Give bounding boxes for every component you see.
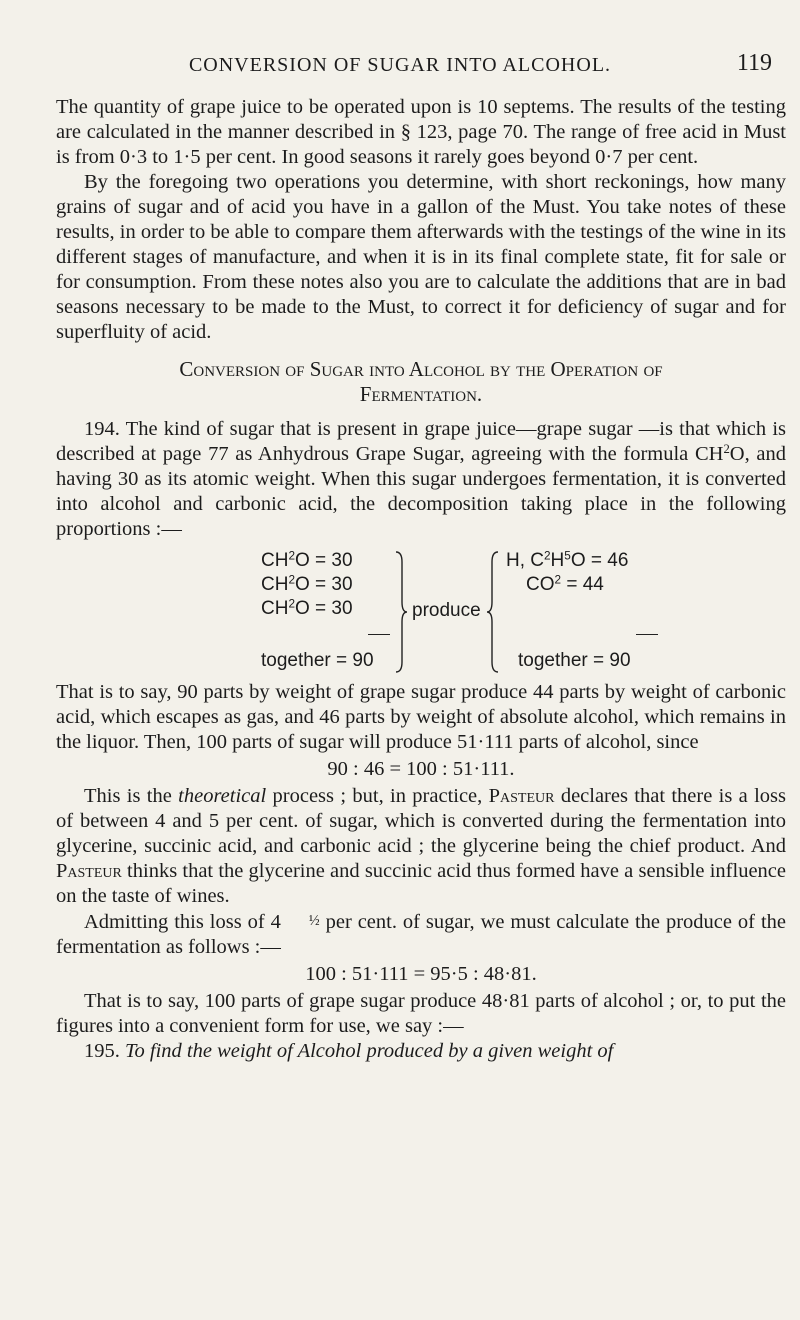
- paragraph-194: 194. The kind of sugar that is present in grape juice—grape sugar —is that which is described at page 77 as Anhydrous Grape Sugar, agreeing with the formula $CH^2O$, and having 30 as its atomic weight. When this sugar undergoes fermentation, it is converted into alcohol and carbonic acid, the decomposition taking place in the following proportions :—: [56, 418, 787, 540]
- section-heading: [96, 357, 746, 407]
- formula-produce-label: produce: [412, 600, 481, 621]
- formula-left-row-1: $CH^2O = 30$: [261, 549, 353, 571]
- left-brace-icon: [486, 550, 500, 674]
- formula-left-sum-rule: [368, 634, 390, 635]
- paragraph-alcohol-produce: That is to say, 100 parts of grape sugar produce 48·81 parts of alcohol ; or, to put the figures into a convenient form for use, we say :—: [56, 989, 786, 1037]
- formula-left-row-3: $CH^2O = 30$: [261, 597, 353, 619]
- body-text: [56, 95, 786, 1064]
- running-title: CONVERSION OF SUGAR INTO ALCOHOL.: [188, 54, 612, 76]
- paragraph-that-is-to-say: That is to say, 90 parts by weight of grape sugar produce 44 parts by weight of carbonic acid, which escapes as gas, and 46 parts by weight of absolute alcohol, which remains in the liquor. Then, 100 parts of sugar will produce 51·111 parts of alcohol, since: [56, 681, 786, 753]
- formula-left-row-2: $CH^2O = 30$: [261, 573, 353, 595]
- equation-proportion-1: 90 : 46 = 100 : 51·111.: [327, 758, 515, 780]
- formula-left-total: together = 90: [261, 650, 374, 671]
- equation-proportion-2: 100 : 51·111 = 95·5 : 48·81.: [305, 962, 537, 985]
- formula-right-total: together = 90: [518, 650, 631, 671]
- section-heading-line1: Conversion of Sugar into Alcohol by the Operation of: [179, 357, 663, 381]
- right-brace-icon: [394, 550, 408, 674]
- formula-right-row-2: $CO^2 = 44$: [526, 573, 604, 595]
- fermentation-formula: [56, 548, 786, 676]
- paragraph-195: 195. To find the weight of Alcohol produced by a given weight of: [84, 1039, 614, 1062]
- formula-right-sum-rule: [636, 634, 658, 635]
- paragraph-foregoing-operations: By the foregoing two operations you determine, with short reckonings, how many grains of sugar and of acid you have in a gallon of the Must. You take notes of these results, in order to be able to compare them afterwards with the testings of the wine in its different stages of manufacture, and when it is in its final complete state, fit for sale or for consumption. From these notes also you are to calculate the additions that are in bad seasons necessary to be made to the Must, to correct it for deficiency of sugar and for superfluity of acid.: [56, 171, 786, 343]
- paragraph-admitting-loss: Admitting this loss of 4 ½ per cent. of sugar, we must calculate the produce of the fermentation as follows :—: [56, 910, 786, 958]
- section-heading-line2: Fermentation.: [359, 382, 483, 406]
- page-number: 119: [736, 50, 772, 76]
- running-head: [0, 50, 800, 84]
- formula-right-row-1: H, $C^2H^5O = 46$: [506, 549, 629, 571]
- paragraph-theoretical: This is the theoretical process ; but, in practice, Pasteur declares that there is a loss of between 4 and 5 per cent. of sugar, which is converted during the fermentation into glycerine, succinic acid, and carbonic acid ; the glycerine being the chief product. And Pasteur thinks that the glycerine and succinic acid thus formed have a sensible influence on the taste of wines.: [56, 785, 786, 907]
- paragraph-must-testing: The quantity of grape juice to be operated upon is 10 septems. The results of the testing are calculated in the manner described in § 123, page 70. The range of free acid in Must is from 0·3 to 1·5 per cent. In good seasons it rarely goes beyond 0·7 per cent.: [56, 96, 786, 168]
